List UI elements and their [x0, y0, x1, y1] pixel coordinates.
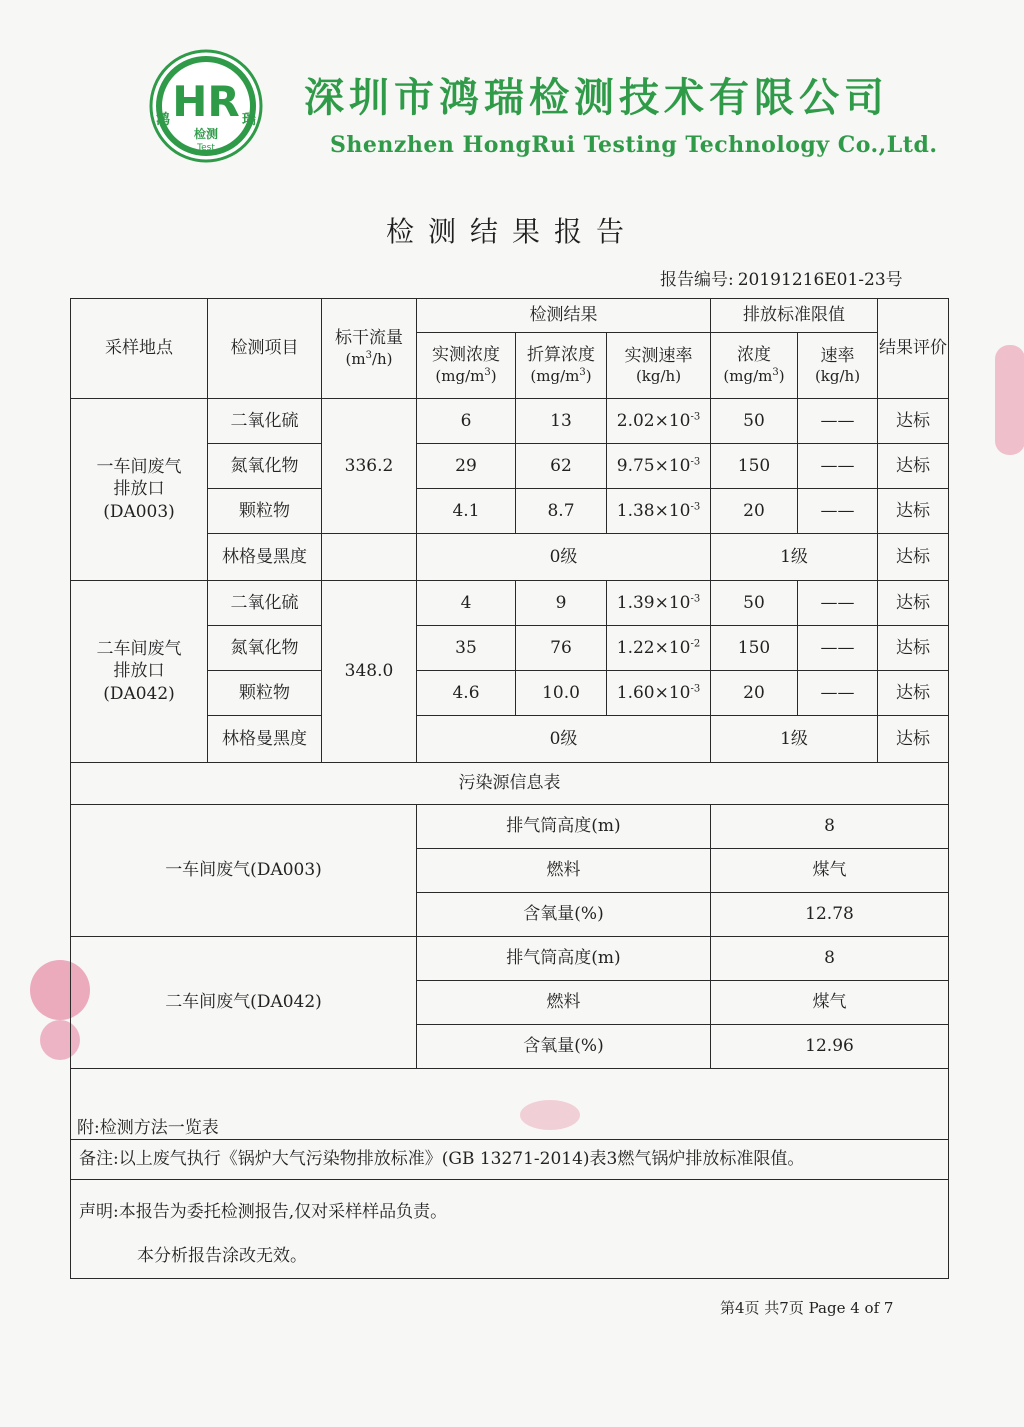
flow-value: 348.0 — [322, 581, 417, 763]
header-limits: 排放标准限值 — [711, 299, 878, 333]
remark-note: 备注:以上废气执行《锅炉大气污染物排放标准》(GB 13271-2014)表3燃气锅炉排放标准限值。 — [71, 1140, 949, 1180]
table-row — [71, 805, 949, 849]
unit-pre: (mg/m — [530, 367, 580, 386]
report-number-value: 20191216E01-23号 — [737, 270, 903, 290]
report-number-label: 报告编号: — [660, 270, 734, 290]
evaluation: 达标 — [878, 444, 949, 489]
label: 浓度 — [737, 345, 771, 366]
limit-conc: 20 — [711, 489, 798, 534]
unit-sup: 3 — [579, 367, 586, 379]
statement-line2: 本分析报告涂改无效。 — [137, 1246, 307, 1267]
rate-base: 1.60×10 — [616, 682, 691, 703]
evaluation: 达标 — [878, 626, 949, 671]
measured-rate — [607, 626, 711, 671]
flow-unit-pre: (m — [345, 350, 366, 369]
unit-sup: 3 — [484, 367, 491, 379]
site-name — [71, 399, 208, 581]
limit-conc: 150 — [711, 626, 798, 671]
converted-conc: 62 — [516, 444, 607, 489]
source-label: 排气筒高度(m) — [417, 805, 711, 849]
blackness-result: 0级 — [417, 534, 711, 581]
stamp-mark — [995, 345, 1024, 455]
limit-conc: 20 — [711, 671, 798, 716]
header-measured-rate — [607, 333, 711, 399]
item: 林格曼黑度 — [208, 534, 322, 581]
blackness-limit: 1级 — [711, 716, 878, 763]
table-row — [71, 581, 949, 626]
source-label: 含氧量(%) — [417, 1025, 711, 1069]
site-name-line3: (DA042) — [103, 683, 175, 704]
unit — [711, 366, 797, 387]
source-value: 煤气 — [711, 981, 949, 1025]
label: 速率 — [820, 345, 855, 366]
measured-rate — [607, 444, 711, 489]
report-title: 检测结果报告 — [385, 215, 638, 248]
item: 氮氧化物 — [208, 444, 322, 489]
evaluation: 达标 — [878, 581, 949, 626]
limit-rate: —— — [798, 671, 878, 716]
source-label: 排气筒高度(m) — [417, 937, 711, 981]
rate-base: 1.39×10 — [616, 592, 691, 613]
source-label: 燃料 — [417, 849, 711, 893]
site-name-line2: 排放口 — [113, 479, 165, 500]
flow-value: 336.2 — [322, 399, 417, 534]
source-value: 12.96 — [711, 1025, 949, 1069]
item: 氮氧化物 — [208, 626, 322, 671]
limit-rate: —— — [798, 399, 878, 444]
header-flow-unit — [322, 349, 416, 370]
site-name-line2: 排放口 — [113, 661, 165, 682]
site-name-line3: (DA003) — [103, 501, 175, 522]
source-value: 8 — [711, 805, 949, 849]
statement-line1: 声明:本报告为委托检测报告,仅对采样样品负责。 — [79, 1202, 448, 1222]
page-footer: 第4页 共7页 Page 4 of 7 — [720, 1299, 894, 1317]
rate-exp: -3 — [690, 593, 701, 605]
header-limit-rate — [798, 333, 878, 399]
site-name-line1: 二车间废气 — [96, 639, 182, 660]
evaluation: 达标 — [878, 534, 949, 581]
item: 二氧化硫 — [208, 581, 322, 626]
unit: (kg/h) — [814, 366, 861, 385]
unit-sup: 3 — [772, 367, 779, 379]
rate-base: 1.22×10 — [616, 637, 691, 658]
limit-conc: 150 — [711, 444, 798, 489]
table-row — [71, 399, 949, 444]
unit-post: ) — [490, 367, 497, 386]
site-name — [71, 581, 208, 763]
limit-rate: —— — [798, 626, 878, 671]
converted-conc: 8.7 — [516, 489, 607, 534]
rate-exp: -3 — [690, 456, 701, 468]
unit-post: ) — [585, 367, 592, 386]
item: 颗粒物 — [208, 489, 322, 534]
measured-conc: 6 — [417, 399, 516, 444]
item: 二氧化硫 — [208, 399, 322, 444]
logo-right-char: 瑞 — [242, 112, 256, 128]
source-value: 煤气 — [711, 849, 949, 893]
measured-rate — [607, 489, 711, 534]
limit-rate: —— — [798, 489, 878, 534]
statement-note — [71, 1180, 949, 1279]
logo-sub-cn: 检测 — [193, 127, 219, 141]
logo-text: HR — [172, 77, 240, 126]
header-flow — [322, 299, 417, 399]
rate-exp: -3 — [690, 683, 701, 695]
measured-rate — [607, 671, 711, 716]
unit-pre: (mg/m — [435, 367, 485, 386]
measured-conc: 29 — [417, 444, 516, 489]
limit-rate: —— — [798, 444, 878, 489]
converted-conc: 9 — [516, 581, 607, 626]
measured-conc: 4.6 — [417, 671, 516, 716]
blackness-result: 0级 — [417, 716, 711, 763]
rate-base: 9.75×10 — [616, 455, 691, 476]
header-limit-conc — [711, 333, 798, 399]
header-results: 检测结果 — [417, 299, 711, 333]
header-evaluation: 结果评价 — [878, 299, 949, 399]
rate-exp: -3 — [690, 411, 701, 423]
appendix-note: 附:检测方法一览表 — [71, 1069, 949, 1140]
limit-conc: 50 — [711, 399, 798, 444]
label: 实测速率 — [624, 345, 693, 366]
evaluation: 达标 — [878, 489, 949, 534]
table-row — [71, 937, 949, 981]
source-label: 含氧量(%) — [417, 893, 711, 937]
source-group-name: 一车间废气(DA003) — [71, 805, 417, 937]
unit — [516, 366, 606, 387]
measured-rate — [607, 399, 711, 444]
source-value: 12.78 — [711, 893, 949, 937]
source-info-title: 污染源信息表 — [71, 763, 949, 805]
rate-base: 1.38×10 — [616, 500, 691, 521]
logo-left-char: 鸿 — [156, 112, 170, 128]
measured-conc: 4.1 — [417, 489, 516, 534]
converted-conc: 10.0 — [516, 671, 607, 716]
source-value: 8 — [711, 937, 949, 981]
site-name-line1: 一车间废气 — [96, 457, 182, 478]
flow-unit-post: /h) — [371, 350, 393, 369]
evaluation: 达标 — [878, 671, 949, 716]
evaluation: 达标 — [878, 399, 949, 444]
converted-conc: 13 — [516, 399, 607, 444]
item: 颗粒物 — [208, 671, 322, 716]
company-logo — [148, 48, 264, 164]
unit — [417, 366, 515, 387]
measured-conc: 4 — [417, 581, 516, 626]
logo-sub-en: Test — [197, 143, 215, 153]
converted-conc: 76 — [516, 626, 607, 671]
source-label: 燃料 — [417, 981, 711, 1025]
limit-conc: 50 — [711, 581, 798, 626]
item: 林格曼黑度 — [208, 716, 322, 763]
unit-post: ) — [778, 367, 785, 386]
unit: (kg/h) — [635, 366, 682, 385]
measured-conc: 35 — [417, 626, 516, 671]
header-flow-label: 标干流量 — [335, 328, 403, 349]
label: 折算浓度 — [527, 345, 595, 366]
company-name-en: Shenzhen HongRui Testing Technology Co.,Ltd. — [330, 132, 938, 158]
header-measured-conc — [417, 333, 516, 399]
results-table — [70, 298, 949, 1279]
limit-rate: —— — [798, 581, 878, 626]
rate-base: 2.02×10 — [616, 410, 691, 431]
rate-exp: -2 — [690, 638, 701, 650]
label: 实测浓度 — [432, 345, 500, 366]
header-item: 检测项目 — [208, 299, 322, 399]
company-name-cn: 深圳市鸿瑞检测技术有限公司 — [304, 75, 889, 121]
unit-pre: (mg/m — [723, 367, 773, 386]
measured-rate — [607, 581, 711, 626]
header-location: 采样地点 — [71, 299, 208, 399]
report-number — [656, 265, 903, 290]
flow-unit-sup: 3 — [365, 350, 372, 362]
evaluation: 达标 — [878, 716, 949, 763]
rate-exp: -3 — [690, 501, 701, 513]
source-group-name: 二车间废气(DA042) — [71, 937, 417, 1069]
blackness-limit: 1级 — [711, 534, 878, 581]
header-converted-conc — [516, 333, 607, 399]
